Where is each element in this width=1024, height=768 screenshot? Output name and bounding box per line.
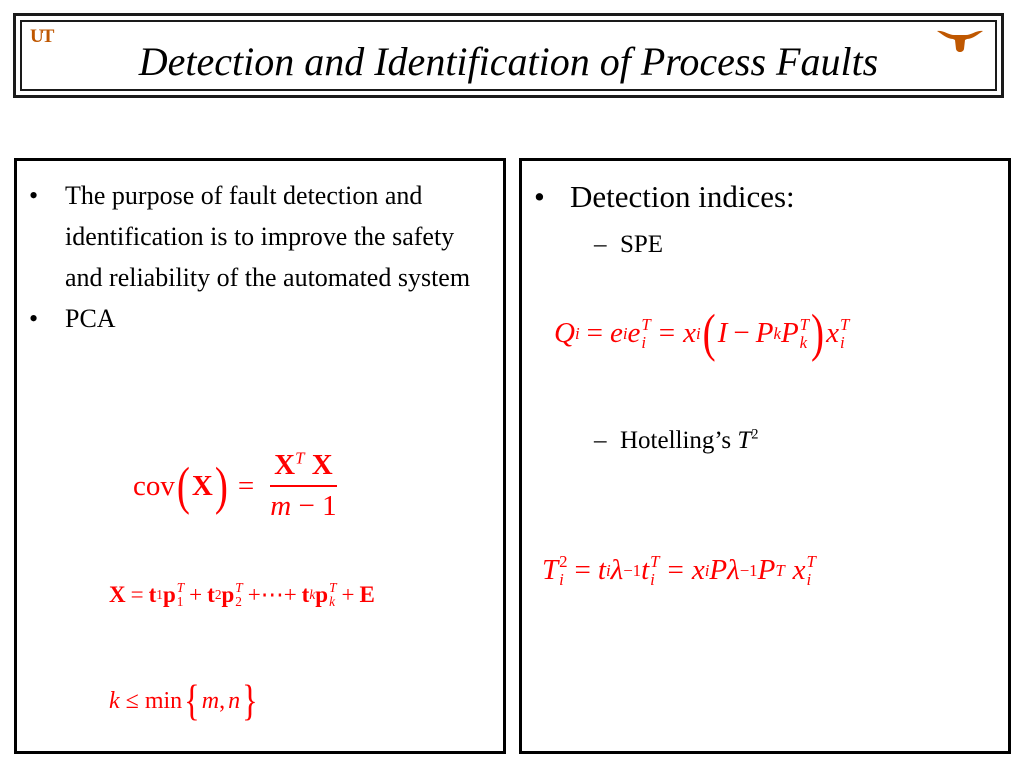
bullet-dot: • xyxy=(29,181,39,210)
right-panel xyxy=(519,158,1011,754)
sub-item-spe xyxy=(594,231,663,259)
ut-logo: UT xyxy=(30,26,53,47)
sub-item-hotelling xyxy=(594,427,759,455)
rank-constraint-equation: k ≤ min { m , n } xyxy=(109,676,258,726)
bullet-detection-indices xyxy=(522,177,992,217)
bullet-dot: • xyxy=(29,304,39,333)
slide-title: Detection and Identification of Process Faults xyxy=(138,39,879,84)
spe-equation: Q i = e i e T i = x i ( I − P k P T k ) x T i xyxy=(554,304,850,363)
hotelling-equation: T 2 i = t i λ −1 t T i = x i P λ −1 P T x T i xyxy=(542,552,816,589)
left-bullet-list xyxy=(17,175,487,339)
title-frame xyxy=(13,13,1004,98)
sub-item-text: Hotelling’s $T^2$ xyxy=(620,426,759,454)
bullet-text: PCA xyxy=(65,304,116,333)
bullet-pca xyxy=(17,298,487,339)
right-bullet-list xyxy=(522,177,992,217)
bullet-dot: • xyxy=(534,179,545,214)
bullet-text: Detection indices: xyxy=(570,179,795,214)
covariance-equation: cov ( X ) = $\frac{X^T X}{m - 1}$ xyxy=(133,448,337,522)
bullet-text: The purpose of fault detection and identification is to improve the safety and reliability of the automated system xyxy=(65,181,471,292)
sub-item-text: SPE xyxy=(620,231,664,258)
title-inner-frame xyxy=(20,20,997,91)
pca-decomposition-equation: X = t 1 p T 1 + t 2 p T 2 +⋯+ t k p T k + E xyxy=(109,580,375,609)
dash-marker: – xyxy=(594,427,607,454)
bullet-purpose xyxy=(17,175,487,298)
left-panel xyxy=(14,158,506,754)
dash-marker: – xyxy=(594,231,607,258)
